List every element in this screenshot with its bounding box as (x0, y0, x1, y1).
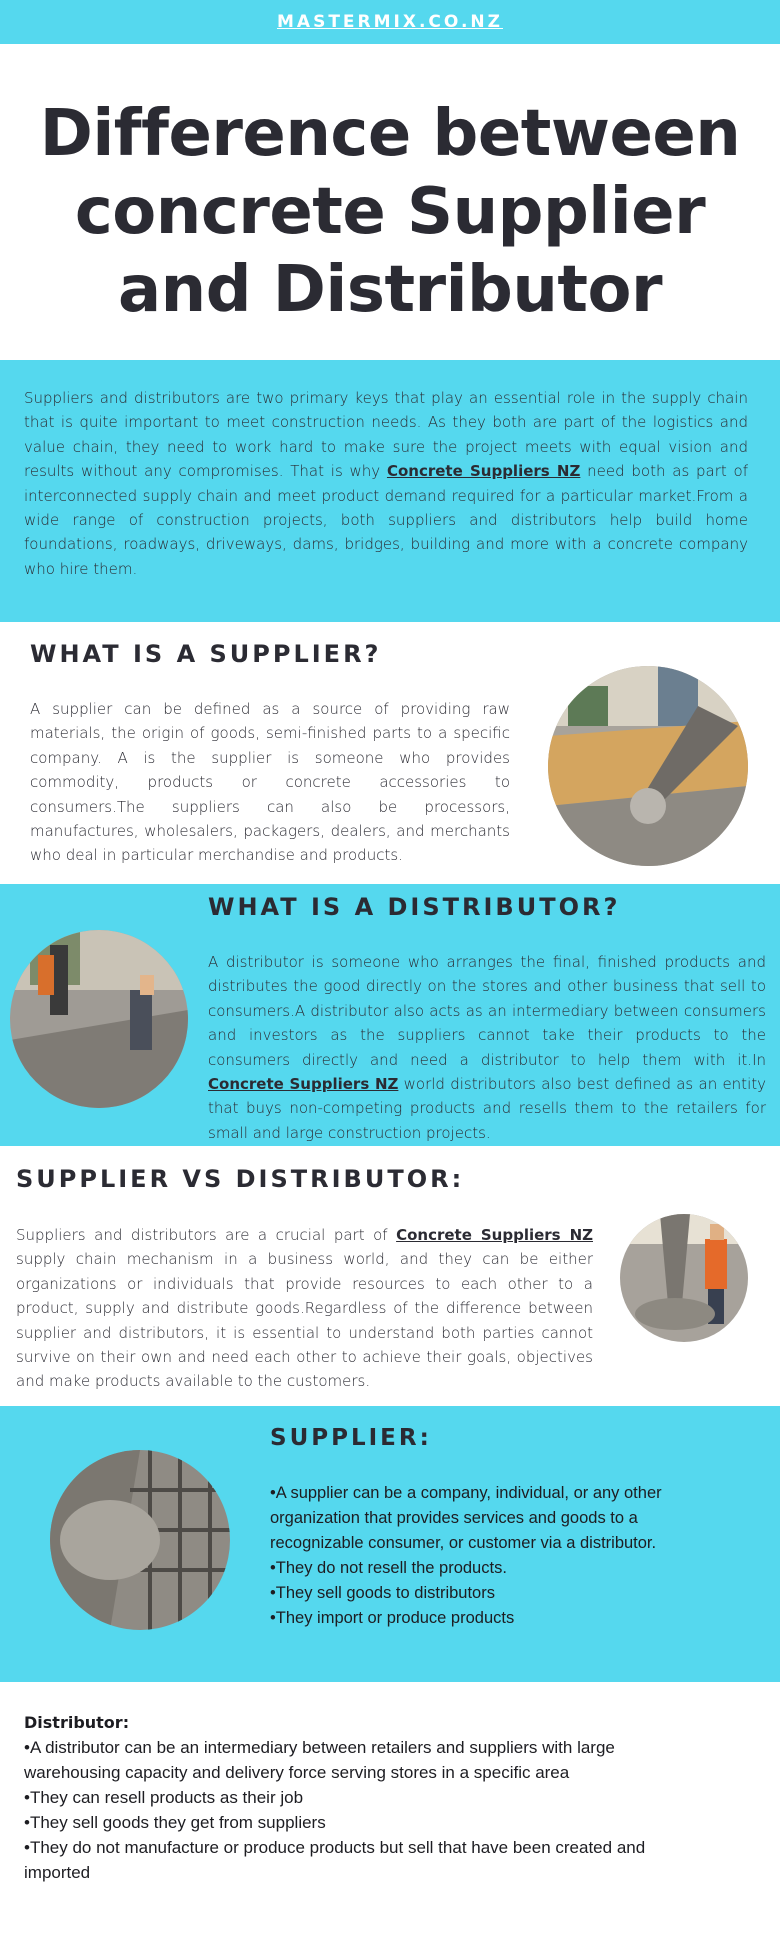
concrete-rebar-photo (50, 1450, 230, 1630)
distributor-paragraph (208, 950, 766, 1145)
site-link[interactable]: MASTERMIX.CO.NZ (277, 12, 503, 32)
vs-text-a: Suppliers and distributors are a crucial part of (16, 1226, 397, 1244)
page-title (0, 95, 780, 329)
distributor-text-b: world distributors also best defined as an entity that buys non-competing products and resells them to the retailers for small and large construction projects. (208, 1075, 766, 1142)
supplier-heading: WHAT IS A SUPPLIER? (30, 640, 382, 668)
list-item: •They import or produce products (270, 1609, 515, 1627)
vs-heading: SUPPLIER VS DISTRIBUTOR: (16, 1165, 465, 1193)
list-item: •They do not manufacture or produce products but sell that have been created and imported (24, 1838, 646, 1882)
title-line-2: concrete Supplier (74, 175, 706, 249)
distributor-list-heading: Distributor: (24, 1713, 130, 1732)
worker-concrete-photo (10, 930, 188, 1108)
intro-text-b: need both as part of interconnected supply chain and meet product demand required for a particular market.From a wide range of construction projects, both suppliers and distributors help build home foundations, roadways, driveways, dams, bridges, building and more with a concrete company who hire them. (24, 462, 749, 578)
concrete-pour-photo (548, 666, 748, 866)
title-line-1: Difference between (39, 97, 741, 171)
list-item: •They sell goods to distributors (270, 1584, 495, 1602)
supplier-list-heading: SUPPLIER: (270, 1425, 432, 1451)
distributor-text-a: A distributor is someone who arranges the final, finished products and distributes the good directly on the stores and other business that sell to consumers.A distributor also acts as an intermediary between consumers and investors as the suppliers cannot take their products to the consumers directly and need a distributor to help them with it.In (208, 953, 766, 1069)
title-line-3: and Distributor (117, 253, 663, 327)
concrete-chute-photo (620, 1214, 748, 1342)
vs-paragraph (16, 1223, 593, 1394)
list-item: •They do not resell the products. (270, 1559, 507, 1577)
supplier-paragraph: A supplier can be defined as a source of providing raw materials, the origin of goods, semi-finished parts to a specific company. A is the supplier is someone who provides commodity, products or concrete accessories to consumers.The suppliers can also be processors, manufactures, wholesalers, packagers, dealers, and merchants who deal in particular merchandise and products. (30, 700, 510, 865)
list-item: •A distributor can be an intermediary between retailers and suppliers with large warehousing capacity and delivery force serving stores in a specific area (24, 1738, 615, 1782)
supplier-list (270, 1481, 690, 1631)
distributor-link[interactable]: Concrete Suppliers NZ (208, 1075, 399, 1094)
list-item: •They sell goods they get from suppliers (24, 1813, 326, 1832)
vs-link[interactable]: Concrete Suppliers NZ (396, 1226, 593, 1244)
distributor-list (24, 1710, 674, 1885)
intro-link[interactable]: Concrete Suppliers NZ (386, 462, 581, 481)
distributor-heading: WHAT IS A DISTRIBUTOR? (208, 893, 621, 921)
list-item: •They can resell products as their job (24, 1788, 304, 1807)
intro-text-a: Suppliers and distributors are two primary keys that play an essential role in the supply chain that is quite important to meet construction needs. As they both are part of the logistics and value chain, they need to work hard to make sure the project meets with equal vision and results without any compromises. That is why (24, 389, 748, 481)
intro-paragraph (24, 386, 748, 581)
list-item: •A supplier can be a company, individual, or any other organization that provides services and goods to a recognizable consumer, or customer via a distributor. (270, 1484, 662, 1552)
vs-text-b: supply chain mechanism in a business world, and they can be either organizations or individuals that provide resources to each other to a product, supply and distribute goods.Regardless of the difference between supplier and distributors, it is essential to understand both parties cannot survive on their own and need each other to achieve their goals, objectives and make products available to the customers. (16, 1250, 593, 1391)
